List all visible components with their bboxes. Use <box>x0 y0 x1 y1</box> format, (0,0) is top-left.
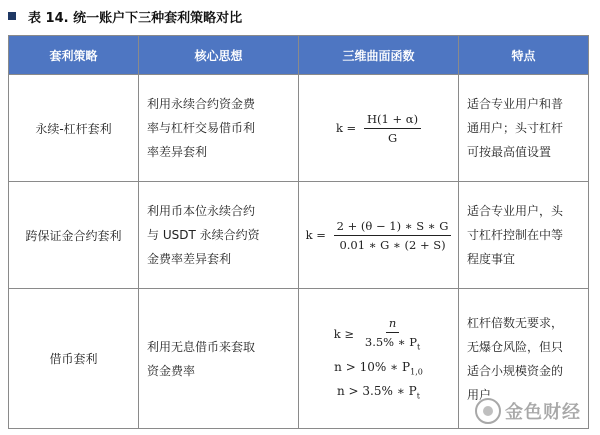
formula-inequality-1 <box>334 316 423 351</box>
inequality-text: n > 10% ∗ P <box>334 359 411 374</box>
idea-line: 金费率差异套利 <box>147 252 232 266</box>
formula-lhs: k ≥ <box>333 327 355 342</box>
formula-fraction <box>362 316 423 351</box>
table-caption <box>8 4 242 28</box>
cell-formula <box>299 182 459 289</box>
formula-denominator: G <box>387 130 398 145</box>
cell-features <box>459 182 589 289</box>
feature-line: 杠杆倍数无要求， <box>467 315 564 330</box>
idea-line: 利用永续合约资金费 <box>147 97 256 111</box>
header-features: 特点 <box>459 36 589 75</box>
header-strategy: 套利策略 <box>9 36 139 75</box>
feature-line: 可按最高值设置 <box>467 145 552 159</box>
formula-fraction <box>334 219 452 252</box>
table-row <box>9 182 589 289</box>
watermark-text: 金色财经 <box>505 402 581 423</box>
formula-denominator <box>362 333 423 351</box>
denominator-subscript: t <box>416 342 421 352</box>
inequality-text: n > 3.5% ∗ P <box>337 384 417 399</box>
header-core-idea: 核心思想 <box>139 36 299 75</box>
denominator-text: 3.5% ∗ P <box>364 335 417 350</box>
idea-line: 利用无息借币来套取 <box>147 339 256 354</box>
formula-numerator: 2 + (θ − 1) ∗ S ∗ G <box>334 219 452 236</box>
formula-numerator: H(1 + α) <box>364 112 421 129</box>
feature-line: 用户 <box>467 387 492 402</box>
cell-core-idea <box>139 75 299 182</box>
idea-line: 资金费率 <box>147 363 196 378</box>
watermark <box>475 398 581 424</box>
formula-denominator: 0.01 ∗ G ∗ (2 + S) <box>339 237 446 252</box>
cell-core-idea <box>139 289 299 429</box>
feature-line: 适合小规模资金的 <box>467 363 564 378</box>
cell-strategy: 跨保证金合约套利 <box>9 182 139 289</box>
caption-text: 表 14. 统一账户下三种套利策略对比 <box>28 10 243 26</box>
formula-inequality-3 <box>337 384 420 400</box>
cell-features <box>459 75 589 182</box>
idea-line: 率差异套利 <box>147 145 208 159</box>
feature-line: 无爆仓风险，但只 <box>467 339 564 354</box>
idea-line: 与 USDT 永续合约资 <box>147 228 260 242</box>
table-header-row <box>9 36 589 75</box>
feature-line: 寸杠杆控制在中等 <box>467 228 564 242</box>
formula-lhs: k = <box>335 121 357 135</box>
inequality-subscript: t <box>416 391 420 401</box>
formula-numerator: n <box>386 316 399 333</box>
strategy-comparison-table <box>8 35 589 429</box>
table-row <box>9 75 589 182</box>
watermark-logo-icon <box>475 398 501 424</box>
formula-stack <box>299 316 458 400</box>
feature-line: 适合专业用户和普 <box>467 97 564 111</box>
feature-line: 程度事宜 <box>467 252 516 266</box>
cell-strategy: 永续-杠杆套利 <box>9 75 139 182</box>
formula-lhs: k = <box>305 228 326 242</box>
feature-line: 通用户；头寸杠杆 <box>467 121 564 135</box>
caption-bullet-icon <box>8 12 16 20</box>
header-surface-function: 三维曲面函数 <box>299 36 459 75</box>
formula-fraction <box>364 112 421 145</box>
feature-line: 适合专业用户，头 <box>467 204 564 218</box>
cell-core-idea <box>139 182 299 289</box>
inequality-subscript: 1,0 <box>410 367 423 377</box>
formula-inequality-2 <box>334 360 423 376</box>
cell-strategy: 借币套利 <box>9 289 139 429</box>
idea-line: 利用币本位永续合约 <box>147 204 256 218</box>
cell-formula <box>299 75 459 182</box>
cell-formula <box>299 289 459 429</box>
idea-line: 率与杠杆交易借币利 <box>147 121 256 135</box>
